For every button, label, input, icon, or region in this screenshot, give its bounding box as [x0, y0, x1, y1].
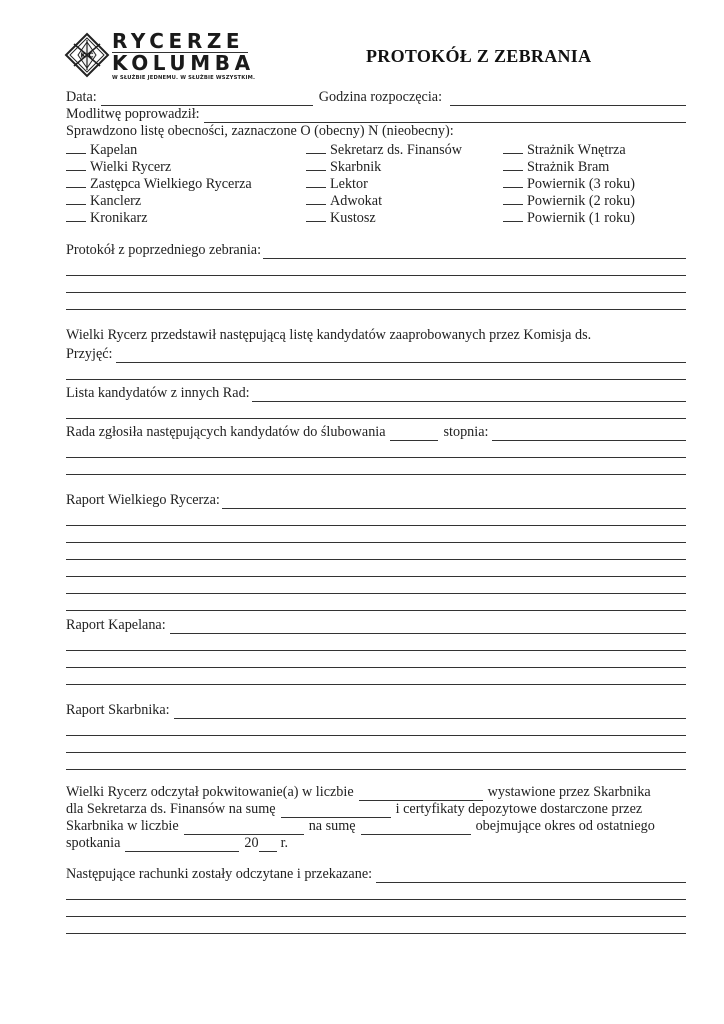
degree-row	[66, 424, 686, 441]
other-councils-row	[66, 385, 686, 402]
receipts-line-4	[66, 835, 686, 852]
gk-report-line[interactable]	[66, 577, 686, 594]
attendance-item-label: Adwokat	[330, 193, 383, 209]
attendance-mark-field[interactable]	[66, 191, 86, 205]
previous-minutes-field[interactable]	[263, 245, 686, 259]
chaplain-report-field[interactable]	[170, 620, 686, 634]
attendance-item-label: Skarbnik	[330, 159, 382, 175]
attendance-item	[66, 191, 306, 208]
previous-minutes-row	[66, 242, 686, 259]
receipts-line-2	[66, 801, 686, 818]
treasurer-report-field[interactable]	[174, 705, 686, 719]
attendance-item	[503, 208, 686, 225]
attendance-item	[503, 140, 686, 157]
attendance-item-label: Sekretarz ds. Finansów	[330, 142, 462, 158]
attendance-mark-field[interactable]	[503, 191, 523, 205]
attendance-item	[66, 174, 306, 191]
receipts-line-1	[66, 784, 686, 801]
attendance-item-label: Kronikarz	[90, 210, 148, 226]
bills-line[interactable]	[66, 900, 686, 917]
attendance-item	[503, 191, 686, 208]
receipts-text: na sumę	[308, 818, 356, 834]
gk-report-label: Raport Wielkiego Rycerza:	[66, 492, 220, 508]
admissions-row	[66, 346, 686, 363]
attendance-mark-field[interactable]	[306, 174, 326, 188]
attendance-mark-field[interactable]	[66, 174, 86, 188]
prayer-label: Modlitwę poprowadził:	[66, 106, 200, 122]
date-time-row	[66, 89, 686, 106]
gk-report-field[interactable]	[222, 495, 686, 509]
degree-field[interactable]	[492, 427, 686, 441]
attendance-item	[306, 157, 503, 174]
other-councils-field[interactable]	[252, 388, 686, 402]
attendance-mark-field[interactable]	[306, 191, 326, 205]
receipts-text: i certyfikaty depozytowe dostarczone przez	[395, 801, 643, 817]
attendance-item-label: Powiernik (2 roku)	[527, 193, 635, 209]
gk-report-row	[66, 492, 686, 509]
attendance-item-label: Kustosz	[330, 210, 376, 226]
admissions-field[interactable]	[116, 349, 686, 363]
attendance-item	[503, 174, 686, 191]
attendance-item	[306, 174, 503, 191]
gk-report-line[interactable]	[66, 594, 686, 611]
attendance-item-label: Powiernik (3 roku)	[527, 176, 635, 192]
attendance-item	[66, 157, 306, 174]
other-councils-label: Lista kandydatów z innych Rad:	[66, 385, 250, 401]
gk-report-line[interactable]	[66, 509, 686, 526]
receipts-count-field[interactable]	[359, 787, 483, 801]
logo-word-rycerze: RYCERZE	[112, 29, 245, 53]
logo-word-kolumba: KOLUMBA	[112, 51, 255, 75]
bills-line[interactable]	[66, 883, 686, 900]
chaplain-report-label: Raport Kapelana:	[66, 617, 166, 633]
chaplain-report-line[interactable]	[66, 668, 686, 685]
attendance-item-label: Zastępca Wielkiego Rycerza	[90, 176, 252, 192]
treasurer-report-line[interactable]	[66, 753, 686, 770]
emblem-icon	[64, 32, 110, 78]
admissions-label: Przyjęć:	[66, 346, 113, 362]
previous-minutes-label: Protokół z poprzedniego zebrania:	[66, 242, 262, 258]
attendance-item	[66, 208, 306, 225]
attendance-item-label: Strażnik Bram	[527, 159, 610, 175]
receipts-line-3	[66, 818, 686, 835]
attendance-list	[66, 140, 686, 225]
degree-text: Rada zgłosiła następujących kandydatów do ślubowania	[66, 424, 386, 440]
meeting-date-field[interactable]	[125, 838, 239, 852]
attendance-mark-field[interactable]	[306, 208, 326, 222]
svg-text:K C: K C	[80, 51, 94, 60]
admissions-line[interactable]	[66, 363, 686, 380]
degree-line[interactable]	[66, 458, 686, 475]
receipts-text: obejmujące okres od ostatniego	[475, 818, 655, 834]
form-body	[66, 89, 686, 934]
receipts-paragraph	[66, 784, 686, 852]
prayer-row	[66, 106, 686, 123]
attendance-intro	[66, 123, 686, 140]
attendance-item-label: Kanclerz	[90, 193, 142, 209]
receipts-text: spotkania	[66, 835, 121, 851]
knights-of-columbus-logo	[64, 29, 264, 81]
chaplain-report-line[interactable]	[66, 651, 686, 668]
other-councils-line[interactable]	[66, 402, 686, 419]
attendance-item	[306, 208, 503, 225]
bills-field[interactable]	[376, 869, 686, 883]
attendance-item-label: Kapelan	[90, 142, 138, 158]
bills-line[interactable]	[66, 917, 686, 934]
logo-tagline: W SŁUŻBIE JEDNEMU. W SŁUŻBIE WSZYSTKIM.	[112, 75, 256, 81]
start-time-field[interactable]	[450, 92, 686, 106]
treasurer-report-label: Raport Skarbnika:	[66, 702, 170, 718]
attendance-item-label: Strażnik Wnętrza	[527, 142, 626, 158]
attendance-item-label: Wielki Rycerz	[90, 159, 172, 175]
candidates-intro	[66, 327, 686, 344]
attendance-item	[306, 140, 503, 157]
attendance-mark-field[interactable]	[306, 157, 326, 171]
receipts-sum-field[interactable]	[281, 804, 391, 818]
previous-minutes-line[interactable]	[66, 259, 686, 276]
date-field[interactable]	[101, 92, 313, 106]
attendance-column-1	[66, 140, 306, 225]
treasurer-report-line[interactable]	[66, 719, 686, 736]
attendance-mark-field[interactable]	[66, 208, 86, 222]
deposit-sum-field[interactable]	[361, 821, 471, 835]
previous-minutes-line[interactable]	[66, 276, 686, 293]
degree-line[interactable]	[66, 441, 686, 458]
receipts-text: Skarbnika w liczbie	[66, 818, 179, 834]
attendance-mark-field[interactable]	[503, 157, 523, 171]
attendance-item-label: Powiernik (1 roku)	[527, 210, 635, 226]
gk-report-line[interactable]	[66, 543, 686, 560]
attendance-mark-field[interactable]	[306, 140, 326, 154]
attendance-item	[66, 140, 306, 157]
attendance-mark-field[interactable]	[503, 140, 523, 154]
bills-row	[66, 866, 686, 883]
degree-label: stopnia:	[443, 424, 489, 440]
attendance-item-label: Lektor	[330, 176, 368, 192]
gk-report-line[interactable]	[66, 526, 686, 543]
year-field[interactable]	[259, 838, 277, 852]
deposit-count-field[interactable]	[184, 821, 304, 835]
attendance-column-2	[306, 140, 503, 225]
attendance-column-3	[503, 140, 686, 225]
degree-number-field[interactable]	[390, 427, 438, 441]
receipts-text: r.	[280, 835, 289, 851]
receipts-text: dla Sekretarza ds. Finansów na sumę	[66, 801, 276, 817]
attendance-mark-field[interactable]	[66, 157, 86, 171]
attendance-mark-field[interactable]	[503, 208, 523, 222]
chaplain-report-line[interactable]	[66, 634, 686, 651]
receipts-text: Wielki Rycerz odczytał pokwitowanie(a) w liczbie	[66, 784, 354, 800]
attendance-mark-field[interactable]	[66, 140, 86, 154]
bills-label: Następujące rachunki zostały odczytane i przekazane:	[66, 866, 373, 882]
candidates-intro-text: Wielki Rycerz przedstawił następującą listę kandydatów zaaprobowanych przez Komisja ds.	[66, 327, 592, 343]
attendance-item	[503, 157, 686, 174]
prayer-field[interactable]	[204, 109, 686, 123]
year-prefix: 20	[244, 835, 259, 851]
treasurer-report-line[interactable]	[66, 736, 686, 753]
attendance-intro-text: Sprawdzono listę obecności, zaznaczone O (obecny) N (nieobecny):	[66, 123, 454, 139]
document-title: PROTOKÓŁ Z ZEBRANIA	[366, 46, 592, 66]
previous-minutes-line[interactable]	[66, 293, 686, 310]
start-time-label: Godzina rozpoczęcia:	[318, 89, 443, 105]
attendance-mark-field[interactable]	[503, 174, 523, 188]
chaplain-report-row	[66, 617, 686, 634]
treasurer-report-row	[66, 702, 686, 719]
attendance-item	[306, 191, 503, 208]
receipts-text: wystawione przez Skarbnika	[487, 784, 651, 800]
gk-report-line[interactable]	[66, 560, 686, 577]
date-label: Data:	[66, 89, 97, 105]
